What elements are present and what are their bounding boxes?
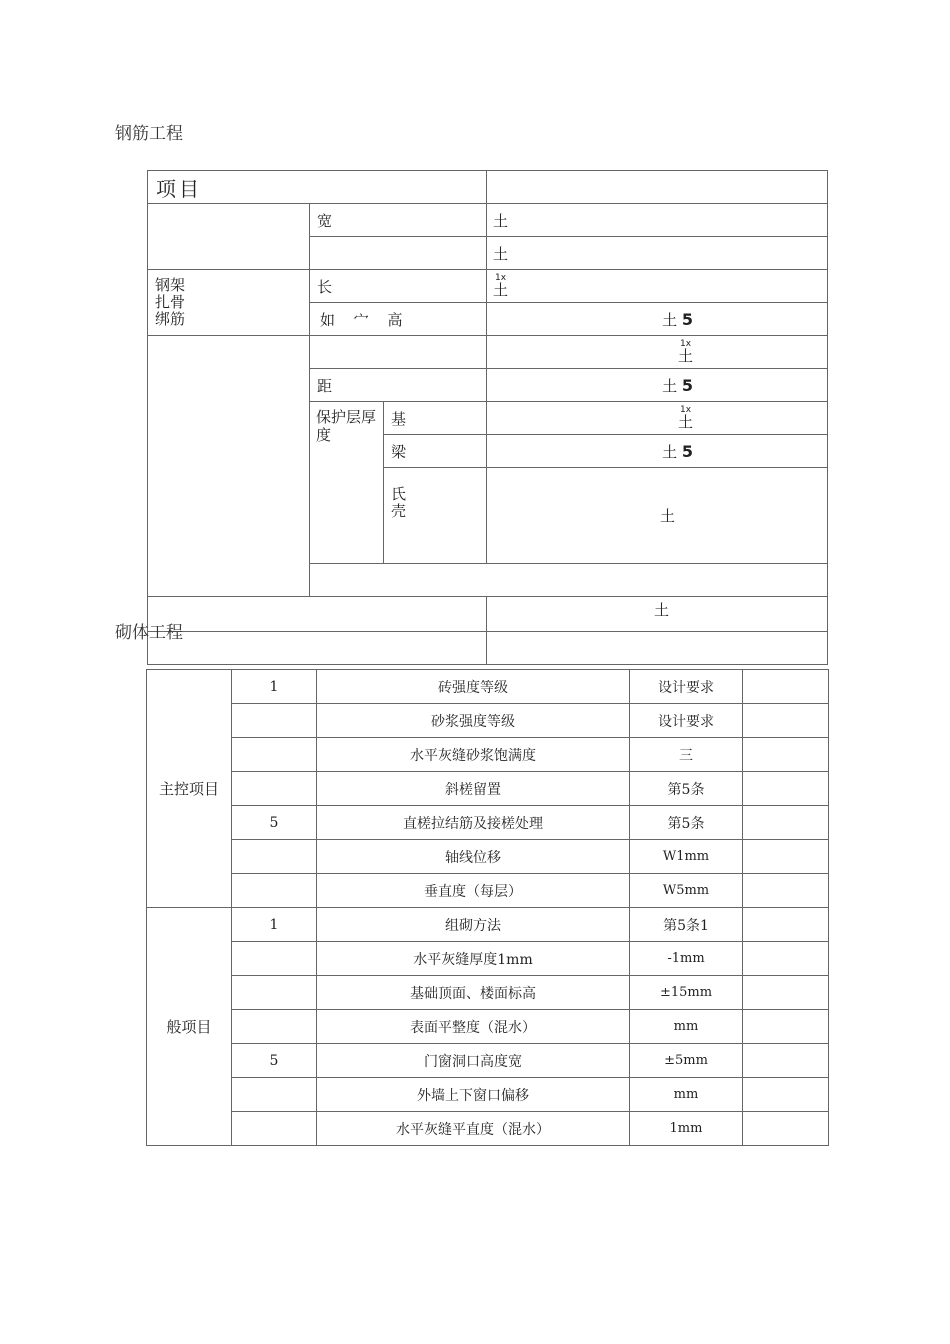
table-row [147, 704, 829, 738]
cover-base-label: 基 [384, 402, 487, 435]
row-number [232, 1112, 317, 1146]
superscript-mark: 1x [679, 404, 692, 415]
row-number: 5 [232, 806, 317, 840]
result-cell [743, 1010, 829, 1044]
superscript-mark: 1x [494, 272, 507, 283]
plus-minus-mark: 土 [662, 310, 678, 329]
requirement: mm [630, 1078, 743, 1112]
row-number [232, 942, 317, 976]
item-name: 外墙上下窗口偏移 [317, 1078, 630, 1112]
requirement: 1mm [630, 1112, 743, 1146]
table-row [147, 738, 829, 772]
five-mark: 5 [681, 441, 694, 461]
rebar-section-heading: 钢筋工程 [115, 124, 183, 144]
group-label-text: 钢架扎骨绑筋 [155, 276, 186, 328]
table-row [148, 171, 828, 204]
spacing-label: 距 [310, 369, 487, 402]
row-number [232, 976, 317, 1010]
item-name: 基础顶面、楼面标高 [317, 976, 630, 1010]
item-name: 直槎拉结筋及接槎处理 [317, 806, 630, 840]
table-row [147, 976, 829, 1010]
blank-cell [148, 336, 310, 597]
main-control-group: 主控项目 [147, 670, 232, 908]
cover-shell-text: 氏壳 [391, 485, 407, 520]
blank-cell [148, 597, 487, 632]
result-cell [743, 670, 829, 704]
blank-cell [310, 564, 828, 597]
table-row [148, 597, 828, 632]
table-row [147, 772, 829, 806]
masonry-table [146, 669, 829, 1146]
item-name: 水平灰缝厚度1mm [317, 942, 630, 976]
item-name: 轴线位移 [317, 840, 630, 874]
length-value [487, 270, 828, 303]
table-row [147, 806, 829, 840]
value-cell: 土 [487, 237, 828, 270]
requirement: -1mm [630, 942, 743, 976]
table-row [147, 874, 829, 908]
table-row [147, 1112, 829, 1146]
five-mark: 5 [681, 309, 694, 329]
requirement: ±5mm [630, 1044, 743, 1078]
cover-base-value [487, 402, 828, 435]
width-value: 土 [487, 204, 828, 237]
rebar-header-cell: 项目 [148, 171, 487, 204]
plus-minus-mark: 土 [662, 376, 678, 395]
plus-minus-mark: 土 [662, 442, 678, 461]
row-number [232, 1010, 317, 1044]
masonry-section-heading: 砌体工程 [115, 623, 183, 643]
table-row [147, 840, 829, 874]
table-row [147, 942, 829, 976]
plus-minus-mark: 土 [678, 412, 694, 431]
row-number: 5 [232, 1044, 317, 1078]
result-cell [743, 806, 829, 840]
value-cell [487, 336, 828, 369]
requirement: 设计要求 [630, 704, 743, 738]
item-name: 垂直度（每层） [317, 874, 630, 908]
plus-minus-mark: 土 [678, 346, 694, 365]
table-row [148, 204, 828, 237]
blank-cell [310, 237, 487, 270]
width-label: 宽 [310, 204, 487, 237]
result-cell [743, 976, 829, 1010]
blank-cell [487, 632, 828, 665]
requirement: 设计要求 [630, 670, 743, 704]
table-row [147, 908, 829, 942]
blank-cell [148, 632, 487, 665]
blank-cell [148, 204, 310, 270]
superscript-mark: 1x [679, 338, 692, 349]
requirement: 第5条 [630, 772, 743, 806]
result-cell [743, 1078, 829, 1112]
requirement: ±15mm [630, 976, 743, 1010]
result-cell [743, 1044, 829, 1078]
cover-beam-value [487, 435, 828, 468]
length-label: 长 [310, 270, 487, 303]
result-cell [743, 942, 829, 976]
item-name: 水平灰缝平直度（混水） [317, 1112, 630, 1146]
plus-minus-mark: 土 [493, 280, 509, 299]
rebar-header-value [487, 171, 828, 204]
table-row [148, 632, 828, 665]
table-row [147, 670, 829, 704]
row-number: 1 [232, 908, 317, 942]
height-label: 如 宀 高 [310, 303, 487, 336]
value-cell: 土 [487, 597, 828, 632]
requirement: W5mm [630, 874, 743, 908]
result-cell [743, 738, 829, 772]
cover-shell-value: 土 [487, 468, 828, 564]
table-row [148, 336, 828, 369]
row-number [232, 874, 317, 908]
row-number [232, 840, 317, 874]
table-row [147, 1044, 829, 1078]
item-name: 斜槎留置 [317, 772, 630, 806]
item-name: 组砌方法 [317, 908, 630, 942]
row-number [232, 704, 317, 738]
table-row [148, 270, 828, 303]
general-items-group: 般项目 [147, 908, 232, 1146]
result-cell [743, 772, 829, 806]
result-cell [743, 1112, 829, 1146]
blank-cell [310, 336, 487, 369]
row-number [232, 738, 317, 772]
spacing-value [487, 369, 828, 402]
result-cell [743, 874, 829, 908]
row-number [232, 1078, 317, 1112]
item-name: 砂浆强度等级 [317, 704, 630, 738]
requirement: 三 [630, 738, 743, 772]
result-cell [743, 704, 829, 738]
cover-thickness-label: 保护层厚度 [310, 402, 384, 564]
result-cell [743, 840, 829, 874]
requirement: mm [630, 1010, 743, 1044]
requirement: 第5条1 [630, 908, 743, 942]
five-mark: 5 [681, 375, 694, 395]
table-row [147, 1010, 829, 1044]
item-name: 砖强度等级 [317, 670, 630, 704]
table-row [147, 1078, 829, 1112]
cover-beam-label: 梁 [384, 435, 487, 468]
rebar-table [147, 170, 828, 665]
height-value [487, 303, 828, 336]
result-cell [743, 908, 829, 942]
requirement: 第5条 [630, 806, 743, 840]
item-name: 门窗洞口高度宽 [317, 1044, 630, 1078]
item-name: 水平灰缝砂浆饱满度 [317, 738, 630, 772]
item-name: 表面平整度（混水） [317, 1010, 630, 1044]
requirement: W1mm [630, 840, 743, 874]
cover-shell-label [384, 468, 487, 564]
row-number: 1 [232, 670, 317, 704]
rebar-group-label [148, 270, 310, 336]
row-number [232, 772, 317, 806]
